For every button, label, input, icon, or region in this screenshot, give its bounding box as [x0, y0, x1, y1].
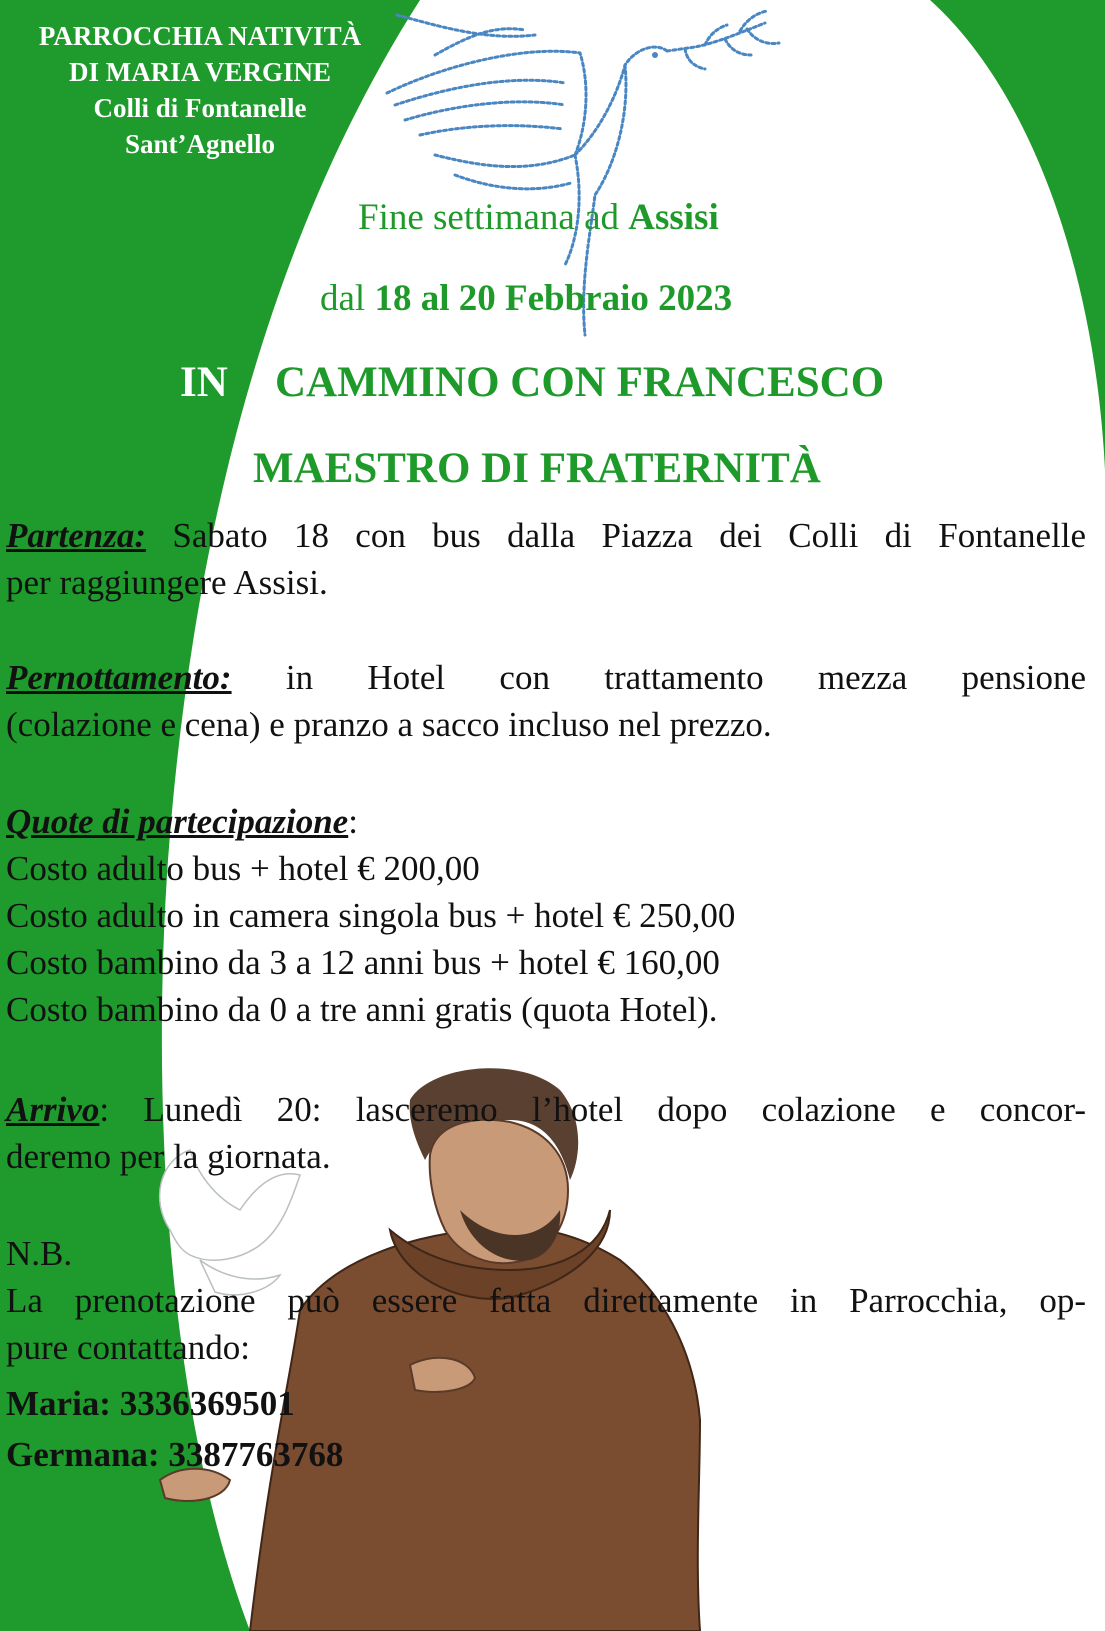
contact-germana	[6, 1429, 343, 1480]
contact-maria	[6, 1378, 343, 1429]
quote-label: Quote di partecipazione	[6, 802, 349, 841]
event-date-prefix: dal	[320, 278, 375, 319]
partenza-label: Partenza:	[6, 516, 146, 555]
arrivo-section	[6, 1086, 1086, 1180]
contact-phone[interactable]: 3387763768	[168, 1435, 344, 1474]
quote-item: Costo bambino da 3 a 12 anni bus + hotel € 160,00	[6, 943, 720, 982]
title-in: IN	[180, 359, 228, 406]
arrivo-text-1: : Lunedì 20: lasceremo l’hotel dopo colazione e concor-	[99, 1090, 1086, 1129]
pernottamento-line-1	[6, 654, 1086, 701]
event-date	[320, 277, 732, 320]
arrivo-line-1	[6, 1086, 1086, 1133]
quote-item: Costo bambino da 0 a tre anni gratis (quota Hotel).	[6, 990, 718, 1029]
partenza-line-2: per raggiungere Assisi.	[6, 563, 328, 602]
event-date-main: 18 al 20 Febbraio 2023	[374, 278, 733, 319]
title-line-1: CAMMINO CON FRANCESCO	[275, 359, 885, 406]
pernottamento-text-1: in Hotel con trattamento mezza pensione	[231, 658, 1086, 697]
signature-name-2: De Maio	[928, 1584, 1041, 1619]
parish-line-1: PARROCCHIA NATIVITÀ	[38, 21, 362, 51]
contact-phone[interactable]: 3336369501	[119, 1384, 295, 1423]
partenza-section	[6, 512, 1086, 606]
event-subtitle-prefix: Fine settimana ad	[358, 197, 629, 238]
parish-header	[0, 18, 400, 162]
pernottamento-line-2: (colazione e cena) e pranzo a sacco incluso nel prezzo.	[6, 705, 772, 744]
contacts	[6, 1378, 343, 1480]
signature-role: Il Parroco	[924, 1395, 1048, 1430]
contact-name: Germana:	[6, 1435, 160, 1474]
quote-suffix: :	[348, 802, 358, 841]
parish-line-3: Colli di Fontanelle	[93, 93, 307, 123]
quote-heading	[6, 798, 735, 845]
parish-line-4: Sant’Agnello	[124, 129, 276, 159]
quote-item: Costo adulto in camera singola bus + hotel € 250,00	[6, 896, 736, 935]
nb-line-2: pure contattando:	[6, 1328, 250, 1367]
parish-line-2: DI MARIA VERGINE	[68, 57, 332, 87]
partenza-line-1	[6, 512, 1086, 559]
title-line-2: MAESTRO DI FRATERNITÀ	[253, 445, 821, 492]
arrivo-line-2: deremo per la giornata.	[6, 1137, 331, 1176]
quote-section	[6, 798, 735, 1033]
event-subtitle	[358, 196, 719, 239]
pernottamento-label: Pernottamento:	[6, 658, 232, 697]
nb-label: N.B.	[6, 1234, 73, 1273]
signature-name-1: Don Antonino	[885, 1516, 1071, 1551]
event-subtitle-place: Assisi	[628, 197, 719, 238]
nb-section	[6, 1230, 1086, 1371]
nb-line-1: La prenotazione può essere fatta direttamente in Parrocchia, op-	[6, 1281, 1086, 1320]
arrivo-label: Arrivo	[6, 1090, 100, 1129]
quote-item: Costo adulto bus + hotel € 200,00	[6, 849, 480, 888]
partenza-text-1: Sabato 18 con bus dalla Piazza dei Colli di Fontanelle	[146, 516, 1086, 555]
contact-name: Maria:	[6, 1384, 111, 1423]
pernottamento-section	[6, 654, 1086, 748]
